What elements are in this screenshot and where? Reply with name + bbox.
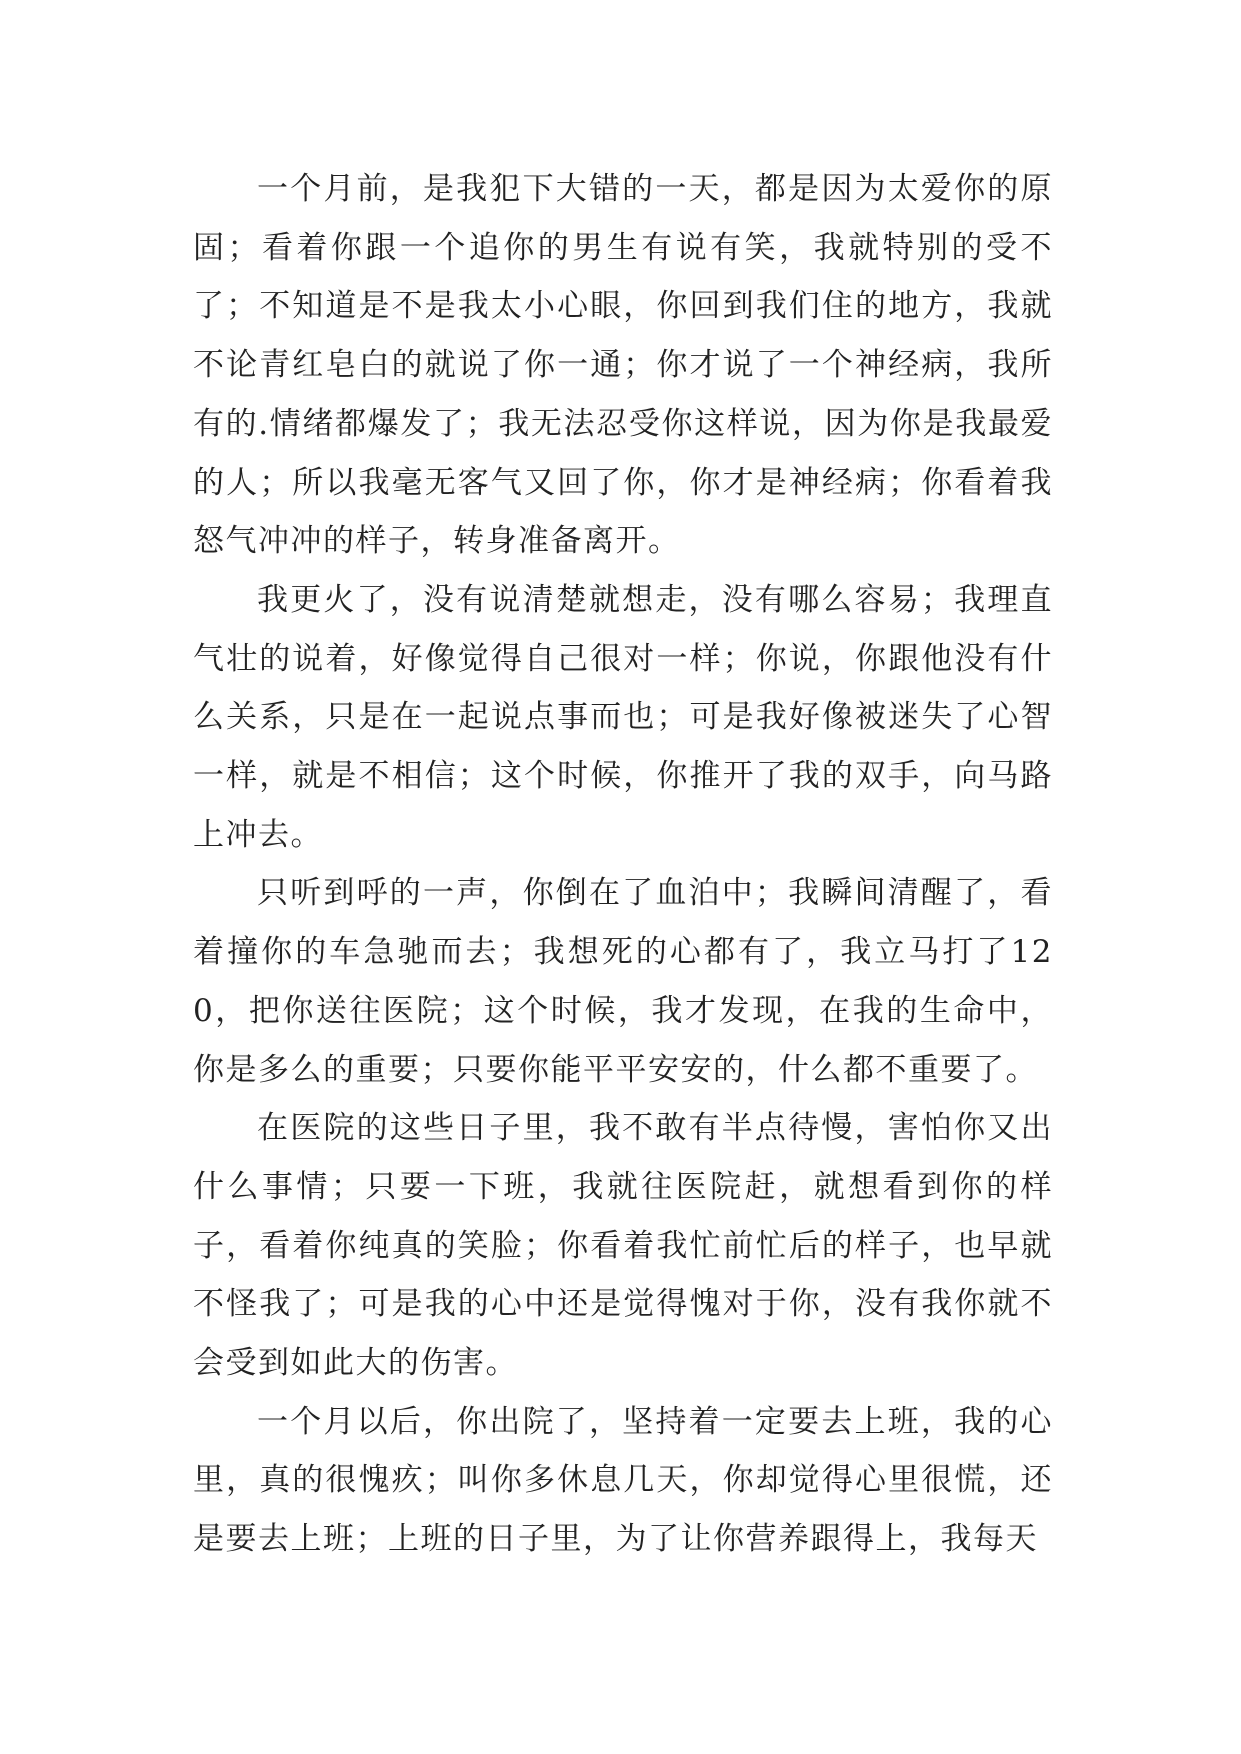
paragraph: 一个月前，是我犯下大错的一天，都是因为太爱你的原固；看着你跟一个追你的男生有说有笑，我就特别的受不了；不知道是不是我太小心眼，你回到我们住的地方，我就不论青红皂白的就说了你一通；你才说了一个神经病，我所有的.情绪都爆发了；我无法忍受你这样说，因为你是我最爱的人；所以我毫无客气又回了你，你才是神经病；你看着我怒气冲冲的样子，转身准备离开。	[193, 171, 1053, 560]
document-body	[193, 160, 1053, 1569]
paragraph: 我更火了，没有说清楚就想走，没有哪么容易；我理直气壮的说着，好像觉得自己很对一样；你说，你跟他没有什么关系，只是在一起说点事而也；可是我好像被迷失了心智一样，就是不相信；这个时候，你推开了我的双手，向马路上冲去。	[193, 581, 1053, 853]
paragraph: 在医院的这些日子里，我不敢有半点待慢，害怕你又出什么事情；只要一下班，我就往医院赶，就想看到你的样子，看着你纯真的笑脸；你看着我忙前忙后的样子，也早就不怪我了；可是我的心中还是觉得愧对于你，没有我你就不会受到如此大的伤害。	[193, 1110, 1053, 1382]
paragraph: 只听到呼的一声，你倒在了血泊中；我瞬间清醒了，看着撞你的车急驰而去；我想死的心都有了，我立马打了120，把你送往医院；这个时候，我才发现，在我的生命中，你是多么的重要；只要你能平平安安的，什么都不重要了。	[193, 875, 1053, 1088]
paragraph: 一个月以后，你出院了，坚持着一定要去上班，我的心里，真的很愧疚；叫你多休息几天，你却觉得心里很慌，还是要去上班；上班的日子里，为了让你营养跟得上，我每天	[193, 1403, 1053, 1558]
